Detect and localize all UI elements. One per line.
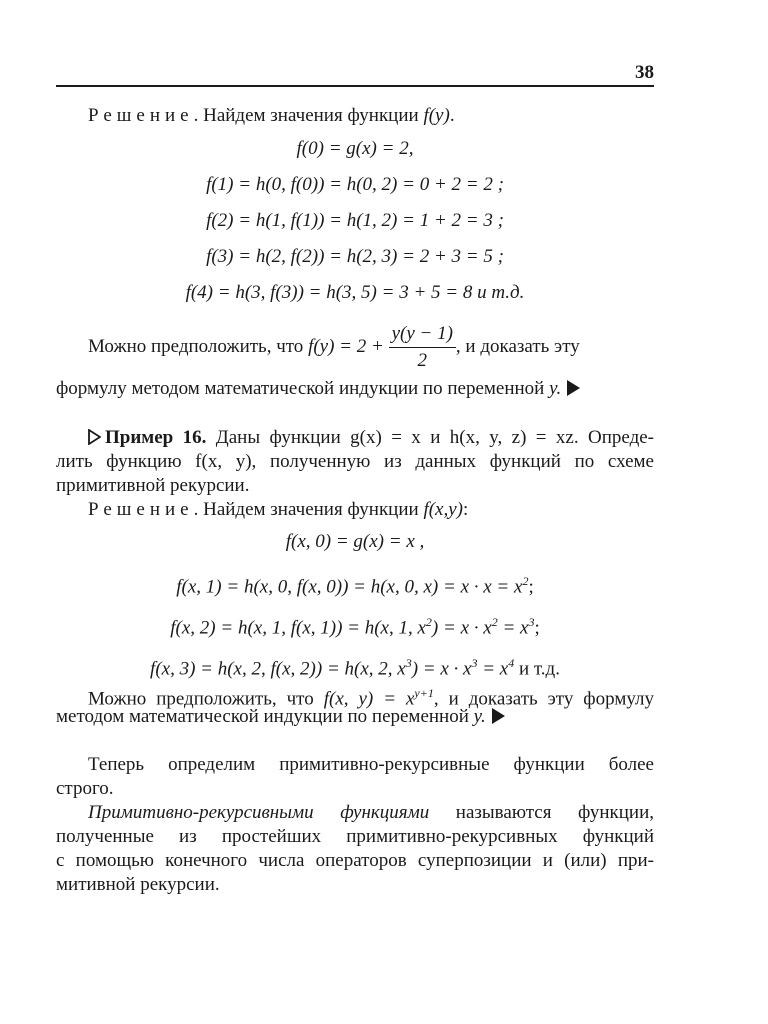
eq-part: f(x, 2) = h(x, 1, f(x, 1)) = h(x, 1, x	[170, 617, 426, 639]
conclusion-variable: y.	[549, 378, 562, 399]
eq-end: ;	[528, 576, 534, 598]
fraction	[389, 323, 456, 372]
solution-text: . Найдем значения функции	[193, 105, 424, 126]
end-of-proof-icon	[567, 380, 580, 396]
start-of-example-icon	[88, 429, 101, 445]
fraction-denominator: 2	[417, 350, 427, 372]
solution-intro	[88, 104, 654, 128]
eq-part: ) = x · x	[431, 617, 492, 639]
punct: .	[449, 105, 455, 126]
example-line-1	[88, 426, 654, 450]
conjecture-text-end: , и доказать эту	[455, 336, 580, 357]
definition-p1-line-2: строго.	[56, 778, 114, 799]
eq-part: f(x, 3) = h(x, 2, f(x, 2)) = h(x, 2, x	[150, 658, 406, 680]
equation-fx0: f(x, 0) = g(x) = x ,	[285, 531, 425, 552]
conjecture-line	[88, 322, 654, 372]
conclusion-text: формулу методом математической индукции по переменной	[56, 378, 550, 399]
defined-term: Примитивно-рекурсивными функциями	[88, 802, 430, 823]
exponent: y+1	[414, 686, 434, 700]
definition-p2-line-1	[88, 801, 654, 825]
solution2-intro	[88, 498, 654, 522]
exponent: 2	[425, 615, 432, 629]
equation-f0: f(0) = g(x) = 2,	[296, 138, 414, 159]
conclusion-line	[56, 377, 654, 401]
definition-p2-line-3: с помощью конечного числа операторов суперпозиции и (или) при-	[56, 850, 654, 871]
exponent: 3	[405, 656, 412, 670]
conjecture-formula: f(x, y) = x	[323, 688, 415, 710]
eq-part: = x	[497, 617, 529, 639]
punct: :	[463, 499, 469, 520]
header-rule	[56, 85, 654, 87]
conjecture-text-end: , и доказать эту формулу	[433, 688, 654, 710]
eq-part: f(x, 1) = h(x, 0, f(x, 0)) = h(x, 0, x) = x · x = x	[176, 576, 523, 598]
definition-p2-line-4: митивной рекурсии.	[56, 874, 220, 895]
fraction-numerator: y(y − 1)	[389, 323, 456, 348]
function-name: f(x,y)	[423, 499, 464, 520]
definition-p1-line-1: Теперь определим примитивно-рекурсивные функции более	[88, 754, 654, 775]
exponent: 2	[491, 615, 498, 629]
conjecture-formula: f(y) = 2 +	[308, 336, 384, 357]
solution-word: Решение	[88, 499, 194, 520]
end-of-proof-icon	[492, 708, 505, 724]
page-number: 38	[635, 62, 654, 83]
equation-f4: f(4) = h(3, f(3)) = h(3, 5) = 3 + 5 = 8 и т.д.	[185, 282, 525, 303]
equation-f2: f(2) = h(1, f(1)) = h(1, 2) = 1 + 2 = 3 ;	[206, 210, 504, 231]
equation-fx2	[56, 610, 654, 640]
solution-text: . Найдем значения функции	[193, 499, 424, 520]
exponent: 3	[528, 615, 535, 629]
eq-part: = x	[477, 658, 509, 680]
exponent: 4	[508, 656, 515, 670]
equation-fx1	[56, 569, 654, 599]
conjecture-text: Можно предположить, что	[88, 336, 309, 357]
function-name: f(y)	[423, 105, 450, 126]
exponent: 3	[471, 656, 478, 670]
definition-text: называются функции,	[429, 802, 654, 823]
example-line-2: лить функцию f(x, y), полученную из данных функций по схеме	[56, 451, 654, 472]
equation-fx3	[56, 651, 654, 681]
conjecture2-line-2	[56, 705, 654, 729]
conclusion-variable: y.	[473, 706, 486, 727]
example-text: Даны функции g(x) = x и h(x, y, z) = xz. Опреде-	[206, 427, 654, 448]
definition-p2-line-2: полученные из простейших примитивно-рекурсивных функций	[56, 826, 654, 847]
example-line-3: примитивной рекурсии.	[56, 475, 250, 496]
conclusion-text: методом математической индукции по переменной	[56, 706, 474, 727]
solution-word: Решение	[88, 105, 194, 126]
equation-f1: f(1) = h(0, f(0)) = h(0, 2) = 0 + 2 = 2 ;	[206, 174, 504, 195]
eq-end: ;	[534, 617, 540, 639]
equation-f3: f(3) = h(2, f(2)) = h(2, 3) = 2 + 3 = 5 ;	[206, 246, 504, 267]
eq-part: ) = x · x	[411, 658, 472, 680]
conjecture-text: Можно предположить, что	[88, 688, 324, 710]
exponent: 2	[522, 574, 529, 588]
example-label: Пример 16.	[105, 427, 207, 448]
eq-end: и т.д.	[514, 658, 560, 680]
